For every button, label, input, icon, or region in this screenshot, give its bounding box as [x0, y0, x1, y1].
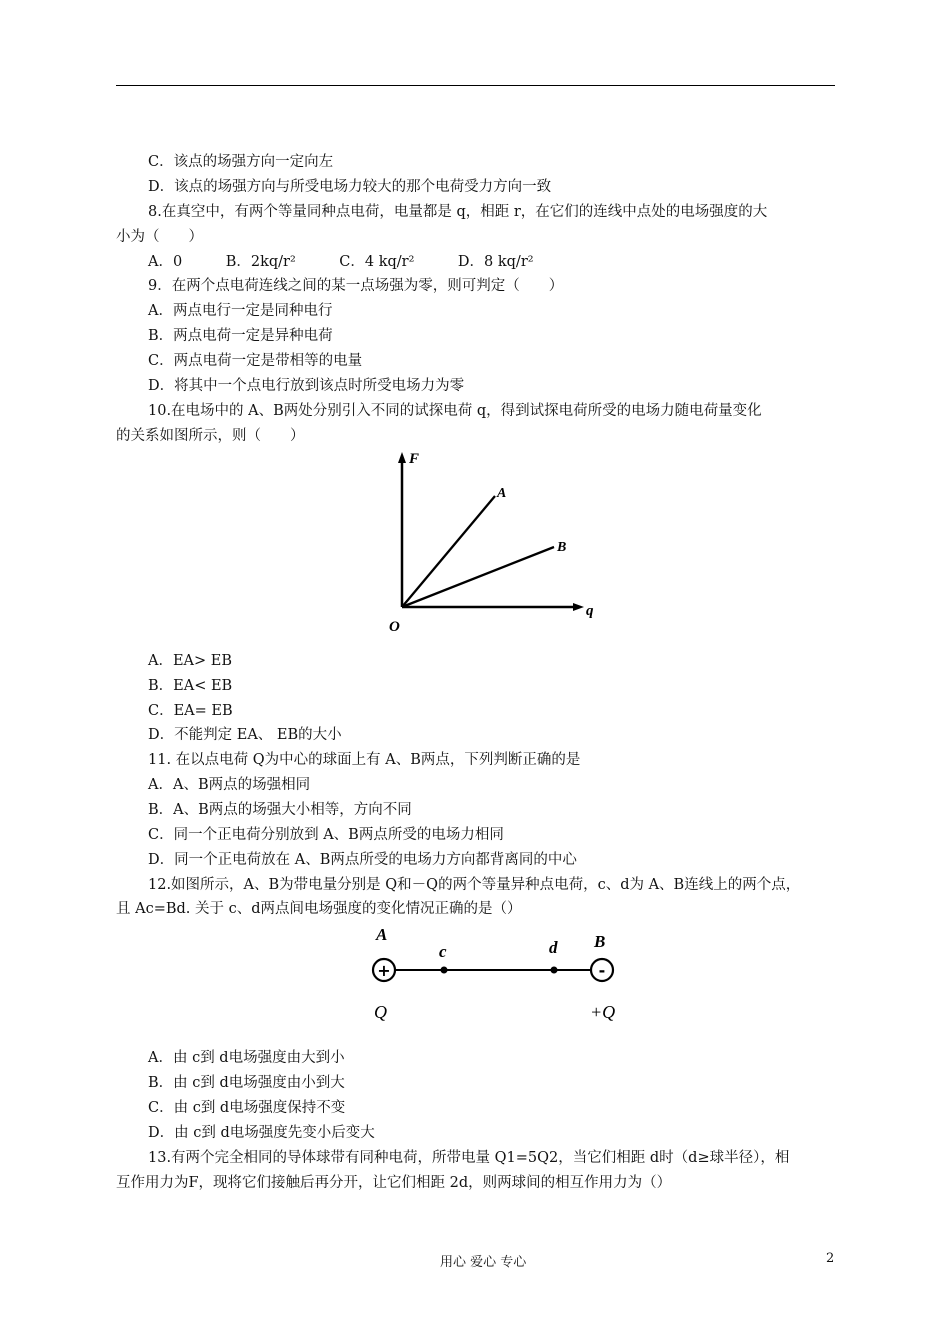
text-line: 小为（ ） — [116, 229, 203, 245]
text-line: A．EA> EB — [148, 653, 233, 669]
text-line: B．EA< EB — [148, 678, 233, 694]
text-line: C．EA= EB — [148, 703, 233, 719]
text-line: 的关系如图所示，则（ ） — [116, 428, 305, 444]
origin-label: O — [389, 619, 400, 635]
force-charge-graph — [360, 440, 610, 640]
label-q-left: Q — [374, 1002, 387, 1022]
header-rule — [116, 85, 835, 86]
line-b — [402, 547, 554, 607]
text-line: C．同一个正电荷分别放到 A、B两点所受的电场力相同 — [148, 827, 504, 843]
text-line: D．由 c到 d电场强度先变小后变大 — [148, 1125, 375, 1141]
text-line: 互作用力为F，现将它们接触后再分开，让它们相距 2d，则两球间的相互作用力为（） — [116, 1175, 672, 1191]
label-a: A — [376, 925, 388, 944]
text-line: 9．在两个点电荷连线之间的某一点场强为零，则可判定（ ） — [148, 278, 564, 294]
plus-sign: + — [377, 961, 391, 980]
label-c: c — [439, 942, 447, 961]
text-line: B．两点电荷一定是异种电荷 — [148, 328, 333, 344]
text-line: A．0 B．2kq/r² C．4 kq/r² D．8 kq/r² — [148, 254, 534, 270]
text-line: B．由 c到 d电场强度由小到大 — [148, 1075, 345, 1091]
text-line: D．不能判定 EA、 EB的大小 — [148, 727, 342, 743]
text-line: D．该点的场强方向与所受电场力较大的那个电荷受力方向一致 — [148, 179, 552, 195]
x-axis-arrow — [573, 603, 584, 611]
text-line: 13.有两个完全相同的导体球带有同种电荷，所带电量 Q1=5Q2，当它们相距 d时（d≥球半径），相 — [148, 1150, 790, 1166]
text-line: A．两点电行一定是同种电行 — [148, 303, 333, 319]
point-d — [551, 967, 558, 974]
page-number: 2 — [826, 1251, 835, 1266]
text-line: D．同一个正电荷放在 A、B两点所受的电场力方向都背离同的中心 — [148, 852, 577, 868]
text-line: 且 Ac=Bd. 关于 c、d两点间电场强度的变化情况正确的是（） — [116, 901, 522, 917]
text-line: B．A、B两点的场强大小相等，方向不同 — [148, 802, 412, 818]
line-a-label: A — [497, 486, 507, 501]
label-q-right: +Q — [590, 1002, 616, 1022]
label-b: B — [594, 932, 606, 951]
two-charges-diagram — [360, 920, 630, 1030]
text-line: C．两点电荷一定是带相等的电量 — [148, 353, 363, 369]
point-c — [441, 967, 448, 974]
y-axis-arrow — [398, 452, 406, 463]
text-line: C．该点的场强方向一定向左 — [148, 154, 334, 170]
y-axis-label: F — [409, 451, 420, 467]
line-a — [402, 496, 495, 607]
x-axis-label: q — [586, 603, 594, 619]
minus-sign: - — [598, 961, 606, 980]
footer-text: 用心 爱心 专心 — [440, 1255, 527, 1270]
text-line: 11. 在以点电荷 Q为中心的球面上有 A、B两点，下列判断正确的是 — [148, 752, 581, 768]
label-d: d — [549, 938, 558, 957]
text-line: A．由 c到 d电场强度由大到小 — [148, 1050, 345, 1066]
text-line: 10.在电场中的 A、B两处分别引入不同的试探电荷 q，得到试探电荷所受的电场力随电荷量变化 — [148, 403, 762, 419]
text-line: A．A、B两点的场强相同 — [148, 777, 311, 793]
text-line: 8.在真空中，有两个等量同种点电荷，电量都是 q，相距 r，在它们的连线中点处的电场强度的大 — [148, 204, 768, 220]
text-line: 12.如图所示，A、B为带电量分别是 Q和－Q的两个等量异种点电荷，c、d为 A、B连线上的两个点， — [148, 877, 801, 893]
line-b-label: B — [557, 540, 567, 555]
text-line: D．将其中一个点电行放到该点时所受电场力为零 — [148, 378, 465, 394]
text-line: C．由 c到 d电场强度保持不变 — [148, 1100, 346, 1116]
